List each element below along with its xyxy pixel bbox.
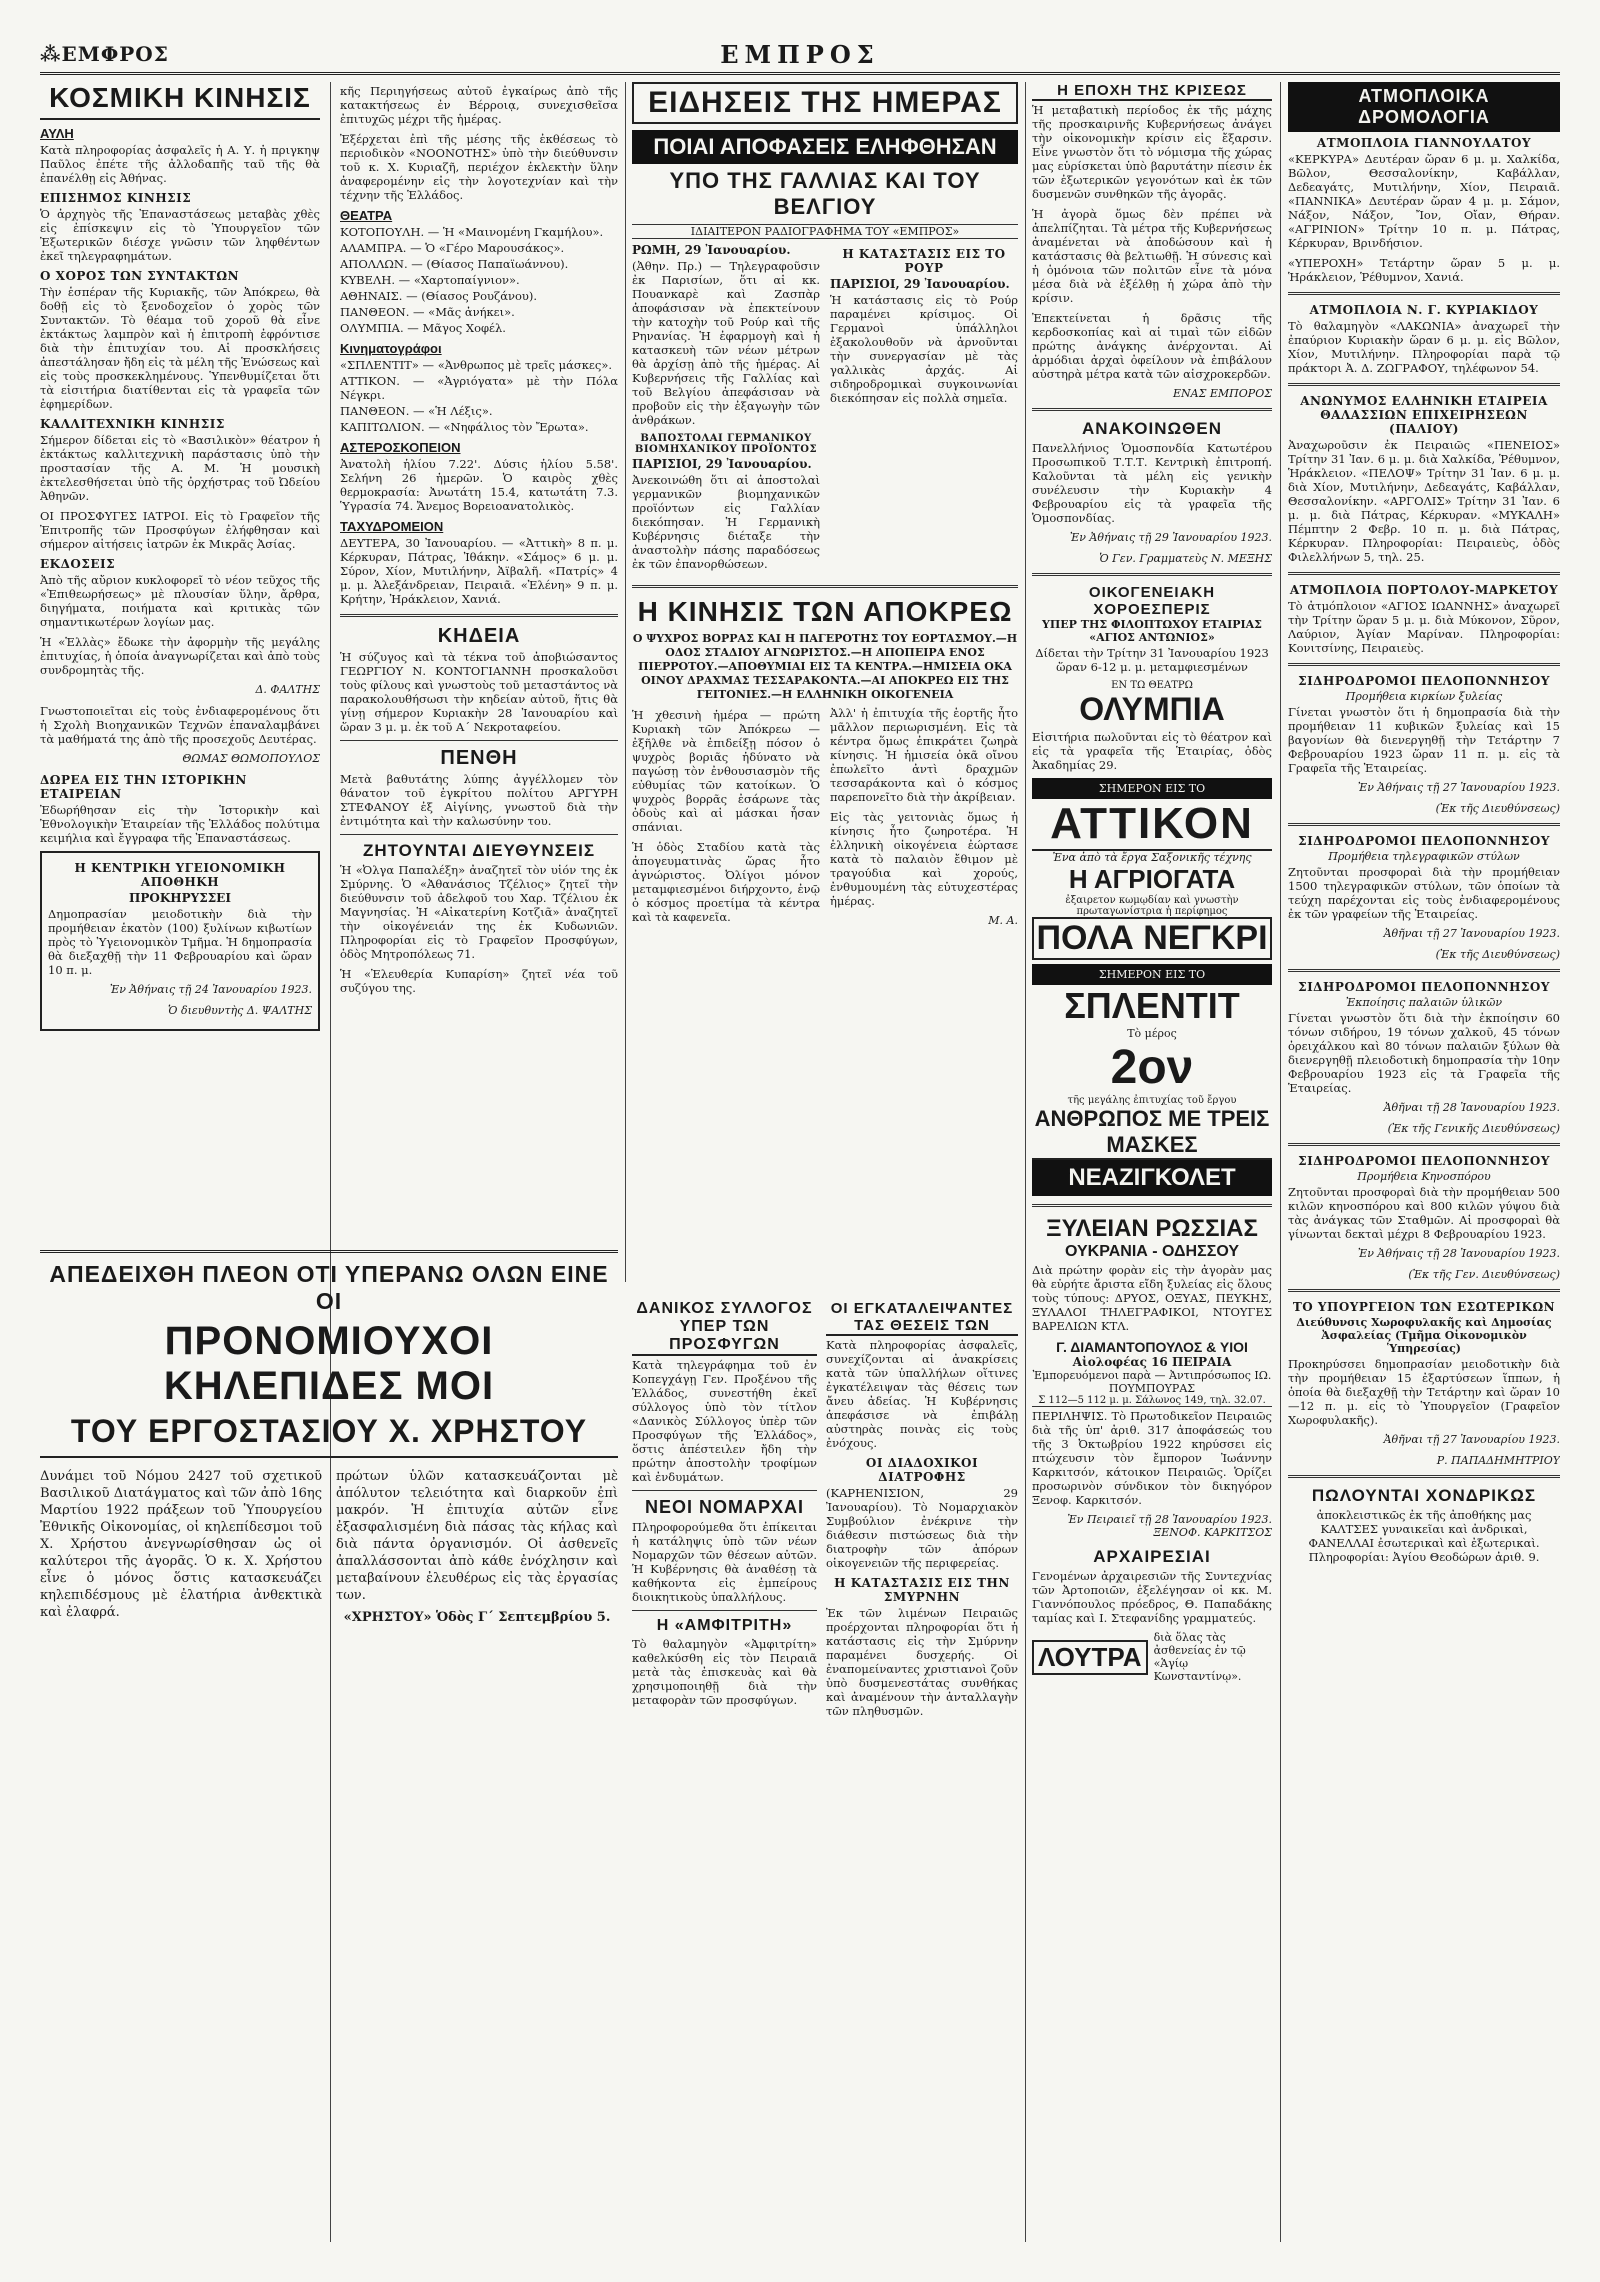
theater-listing: ΚΟΤΟΠΟΥΛΗ. — Ἡ «Μαινομένη Γκαμήλου». <box>340 225 604 239</box>
railway-heading: ΣΙΔΗΡΟΔΡΟΜΟΙ ΠΕΛΟΠΟΝΝΗΣΟΥ <box>1298 1154 1550 1168</box>
truss-advert <box>40 1250 618 2271</box>
railway-heading: ΣΙΔΗΡΟΔΡΟΜΟΙ ΠΕΛΟΠΟΝΝΗΣΟΥ <box>1298 834 1550 848</box>
divider <box>1032 1204 1272 1207</box>
cinema-banner-prefix: ΣΗΜΕΡΟΝ ΕΙΣ ΤΟ <box>1032 964 1272 985</box>
mourning-heading: ΠΕΝΘΗ <box>440 747 518 769</box>
railway-signature: (Ἐκ τῆς Γενικῆς Διευθύνσεως) <box>1387 1122 1560 1135</box>
article-text: Ἡ «Ἑλλὰς» ἔδωκε τὴν ἀφορμὴν τῆς μεγάλης ἐπιτυχίας, ἡ ὁποία ἀναγνωρίζεται καὶ ἀπὸ τοὺς συνδρομητὰς τῆς. <box>40 635 320 677</box>
venue-prefix: ΕΝ ΤΩ ΘΕΑΤΡΩ <box>1111 680 1193 691</box>
railway-text: Ζητοῦνται προσφοραὶ διὰ τὴν προμήθειαν 1500 τηλεγραφικῶν στύλων, τῶν ὁποίων τὰ τεύχη παρέχονται εἰς τοὺς ἐνδιαφερομένους ἐκ τῶν γραφείων τῆς Ἑταιρείας. <box>1288 865 1560 921</box>
carnival-body <box>632 706 1018 933</box>
signature: Μ. Α. <box>988 914 1018 927</box>
dateline: ΠΑΡΙΣΙΟΙ, 29 Ἰανουαρίου. <box>830 277 1010 291</box>
cinema-heading: Κινηματογράφοι <box>340 341 442 356</box>
railway-subheading: Ἐκποίησις παλαιῶν ὑλικῶν <box>1345 996 1503 1009</box>
column-news <box>632 82 1018 1292</box>
signature: Δ. ΦΑΛΤΗΣ <box>255 683 320 696</box>
film-title: ΑΝΘΡΩΠΟΣ ΜΕ ΤΡΕΙΣ ΜΑΣΚΕΣ <box>1032 1106 1272 1160</box>
article-text: Ἡ ὁδὸς Σταδίου κατὰ τὰς ἀπογευματινὰς ὥρας ἦτο ἀγνώριστος. Ὀλίγοι μόνον μεταμφιεσμένοι διήρχοντο, ἐνῷ ὁ κόσμος προετίμα τὰ κέντρα καὶ τὰ καφενεῖα. <box>632 840 820 924</box>
advert-right <box>336 1466 618 1627</box>
article-text: Σήμερον δίδεται εἰς τὸ «Βασιλικὸν» θέατρον ἡ ἐκτάκτως καλλιτεχνικὴ παράστασις ὑπὸ τὴν προστασίαν τῆς Α. Μ. Ἡ μουσικὴ ἐκτελεσθήσεται ὑπὸ τῆς ὀρχήστρας τοῦ Ὠδείου Ἀθηνῶν. <box>40 433 320 503</box>
theater-listing: ΚΥΒΕΛΗ. — «Χαρτοπαίγνιον». <box>340 273 520 287</box>
railway-subheading: Προμήθεια τηλεγραφικῶν στύλων <box>1328 850 1520 863</box>
company-heading: ΑΤΜΟΠΛΟΙΑ ΠΟΡΤΟΛΟΥ-ΜΑΡΚΕΤΟΥ <box>1289 583 1559 597</box>
subheading: ΚΑΛΛΙΤΕΧΝΙΚΗ ΚΙΝΗΣΙΣ <box>40 417 225 431</box>
notice-signature: Ὁ διευθυντὴς Δ. ΨΑΛΤΗΣ <box>168 1004 312 1017</box>
dance-text: Δίδεται τὴν Τρίτην 31 Ἰανουαρίου 1923 ὥραν 6-12 μ. μ. μεταμφιεσμένων <box>1035 646 1269 674</box>
ministry-text: Προκηρύσσει δημοπρασίαν μειοδοτικὴν διὰ τὴν προμήθειαν 15 ἐξαρτύσεων ἵππων, ἡ ὁποία θὰ διεξαχθῇ τὴν Τετάρτην καὶ ὥραν 10—12 π. μ. εἰς τὸ Ὑπουργεῖον (Γραφεῖον Χωροφυλακῆς). <box>1288 1357 1560 1427</box>
baths-text: διὰ ὅλας τὰς ἀσθενείας ἐν τῷ «Ἁγίῳ Κωνσταντίνῳ». <box>1153 1631 1246 1683</box>
article-text: Κατὰ τηλεγράφημα τοῦ ἐν Κοπεγχάγῃ Γεν. Προξένου τῆς Ἑλλάδος, συνεστήθη ἐκεῖ σύλλογος ὑπὸ τὸν τίτλον «Δανικὸς Σύλλογος ὑπὲρ τῶν Προσφύγων τῆς Ἑλλάδος», ὅστις ἀπέστειλεν ἤδη τὴν πρώτην ἀποστολὴν τροφίμων καὶ ἐνδυμάτων. <box>632 1358 817 1484</box>
railway-text: Ζητοῦνται προσφοραὶ διὰ τὴν προμήθειαν 500 κιλῶν κηνοσπόρου καὶ 800 κιλῶν γύψου διὰ τὰς ἀνάγκας τῶν Σταθμῶν. Αἱ προσφοραὶ θὰ γίνωνται δεκταὶ μέχρι 8 Φεβρουαρίου 1923. <box>1288 1185 1560 1241</box>
subheading: ΔΩΡΕΑ ΕΙΣ ΤΗΝ ΙΣΤΟΡΙΚΗΝ ΕΤΑΙΡΕΙΑΝ <box>40 773 247 801</box>
wholesale-text: ἀποκλειστικῶς ἐκ τῆς ἀποθήκης μας ΚΑΛΤΣΕΣ γυναικεῖαι καὶ ἀνδρικαὶ, ΦΑΝΕΛΛΑΙ ἐσωτερικαὶ καὶ ἐξωτερικαὶ. Πληροφορίαι: Ἀγίου Θεοδώρων ἀριθ. 9. <box>1308 1508 1540 1564</box>
article-text: Ὁ ἀρχηγὸς τῆς Ἐπαναστάσεως μεταβὰς χθὲς εἰς ἐπίσκεψιν εἰς τὸ Ὑπουργεῖον τῶν Ἐξωτερικῶν διέσχε γνῶσιν τῶν ληφθέντων ἐκεῖ τηλεγραφημάτων. <box>40 207 320 263</box>
announcement-date: Ἐν Ἀθήναις τῇ 29 Ἰανουαρίου 1923. <box>1069 531 1272 544</box>
dateline: ΡΩΜΗ, 29 Ἰανουαρίου. <box>632 243 791 257</box>
column-shipping <box>1288 82 1560 2242</box>
cinema-list <box>340 358 618 434</box>
article-text: Γενομένων ἀρχαιρεσιῶν τῆς Συντεχνίας τῶν Ἀρτοποιῶν, ἐξελέγησαν οἱ κκ. Μ. Γιαννόπουλος πρόεδρος, Θ. Παπαδάκης ταμίας καὶ Ι. Στεφανίδης γραμματεύς. <box>1032 1569 1272 1625</box>
railway-signature: (Ἐκ τῆς Διευθύνσεως) <box>1435 948 1560 961</box>
theater-listing: ΑΠΟΛΛΩΝ. — (Θίασος Παπαϊωάννου). <box>340 257 569 271</box>
divider <box>1288 1475 1560 1478</box>
notice-box <box>40 851 320 1031</box>
article-text: Ἡ μεταβατικὴ περίοδος ἐκ τῆς μάχης τῆς προσκαιρινῆς Κυβερνήσεως ἀνάγει τὴν οἰκονομικὴν κρίσιν εἰς ἔξαρσιν. Εἶνε γνωστὸν ὅτι τὸ νόμισμα τῆς χώρας μας εὑρίσκεται ὑπὸ βαρυτάτην πίεσιν ἐκ τῶν ἐξωτερικῶν γεγονότων καὶ ἐκ τῶν δυσμενῶν συνθηκῶν τῆς ἀγορᾶς. <box>1032 103 1272 201</box>
dance-subheading: ΥΠΕΡ ΤΗΣ ΦΙΛΟΠΤΩΧΟΥ ΕΤΑΙΡΙΑΣ «ΑΓΙΟΣ ΑΝΤΩΝΙΟΣ» <box>1042 618 1262 644</box>
railway-date: Ἀθῆναι τῇ 27 Ἰανουαρίου 1923. <box>1383 927 1560 940</box>
article-text: Εἰς τὰς γειτονιὰς ὅμως ἡ κίνησις ἦτο ζωηροτέρα. Ἡ ἑλληνικὴ οἰκογένεια ἐώρτασε κατὰ τὸ παλαιὸν ἔθιμον μὲ τραγούδια καὶ χορούς, ἐνθυμουμένη τὰς εὐτυχεστέρας ἡμέρας. <box>830 810 1018 908</box>
cinema-listing: ΠΑΝΘΕΟΝ. — «Ἡ Λέξις». <box>340 404 493 418</box>
article-text: Κατὰ πληροφορίας ἀσφαλεῖς, συνεχίζονται αἱ ἀνακρίσεις κατὰ τῶν ὑπαλλήλων οἵτινες ἐγκατέλειψαν τὰς θέσεις των ἄνευ ἀδείας. Ἡ Κυβέρνησις ἀπεφάσισε νὰ ἐπιβάλῃ αὐστηρὰς ποινὰς εἰς τοὺς ἐνόχους. <box>826 1338 1018 1450</box>
addresses-heading: ΖΗΤΟΥΝΤΑΙ ΔΙΕΥΘΥΝΣΕΙΣ <box>362 841 596 860</box>
railway-date: Ἐν Ἀθήναις τῇ 27 Ἰανουαρίου 1923. <box>1357 781 1560 794</box>
divider <box>632 1610 817 1611</box>
headline-second: ΥΠΟ ΤΗΣ ΓΑΛΛΙΑΣ ΚΑΙ ΤΟΥ ΒΕΛΓΙΟΥ <box>669 168 981 219</box>
article-text: Τὴν ἑσπέραν τῆς Κυριακῆς, τῶν Ἀπόκρεω, θὰ δοθῇ εἰς τὸ ξενοδοχεῖον ὁ χορὸς τῶν Συντακτῶν. Τὸ θέαμα τοῦ χοροῦ θὰ εἶνε ἐκτάκτως λαμπρὸν καὶ ἡ ἐπιτροπὴ ἐφρόντισε διὰ τὴν ἐπιτυχίαν του. Αἱ προσκλήσεις ἀπεστάλησαν ἤδη εἰς τὰ μέλη τῆς Ἑνώσεως καὶ εἰς τοὺς προσκεκλημένους. Ὑπενθυμίζεται ὅτι τὰ εἰσιτήρια διατίθενται εἰς τὰ γραφεῖα τῶν ἐφημερίδων. <box>40 285 320 411</box>
divider <box>1288 292 1560 295</box>
article-text: Ἀνεκοινώθη ὅτι αἱ ἀποστολαὶ γερμανικῶν βιομηχανικῶν προϊόντων εἰς Γαλλίαν διεκόπησαν. Ἡ Γερμανικὴ Κυβέρνησις διέταξε τὴν ἀναστολὴν πάσης παραδόσεως ἐκ τῶν ἐπανορθώσεων. <box>632 473 820 571</box>
announcement-heading: ΑΝΑΚΟΙΝΩΘΕΝ <box>1081 419 1223 438</box>
notice-text: Δημοπρασίαν μειοδοτικὴν διὰ τὴν προμήθειαν ἑκατὸν (100) ξυλίνων κιβωτίων πρὸς τὸ Ὑγειονομικὸν Τμῆμα. Ἡ δημοπρασία θὰ διεξαχθῇ τὴν 11 Φεβρουαρίου καὶ ὥραν 10 π. μ. <box>48 907 312 977</box>
railway-text: Γίνεται γνωστὸν ὅτι διὰ τὴν ἐκποίησιν 60 τόνων σιδήρου, 19 τόνων χαλκοῦ, 45 τόνων ὀρειχάλκου καὶ 80 τόνων παλαιῶν ξύλων θὰ διενεργηθῇ πλειοδοτικὴ δημοπρασία τὴν 10ην Φεβρουαρίου 1923 εἰς τὰ Γραφεῖα τῆς Ἑταιρείας. <box>1288 1011 1560 1095</box>
legal-notice: ΠΕΡΙΛΗΨΙΣ. Τὸ Πρωτοδικεῖον Πειραιῶς διὰ τῆς ὑπ' ἀριθ. 317 ἀποφάσεώς του τῆς 3 Ὀκτωβρίου 1922 κηρύσσει εἰς πτώχευσιν τὸν ἔμπορον Ἰωάννην Καρκιτσόν, κάτοικον Πειραιῶς. Ὁρίζει προσωρινὸν σύνδικον τὸν δικηγόρον Ξενοφ. Καρκιτσόν. <box>1032 1409 1272 1507</box>
subheading: ΔΑΝΙΚΟΣ ΣΥΛΛΟΓΟΣ ΥΠΕΡ ΤΩΝ ΠΡΟΣΦΥΓΩΝ <box>632 1300 817 1356</box>
timber-ad-phone: Σ 112—5 112 μ. μ. Σάλωνος 149, τηλ. 32.07. <box>1032 1395 1272 1407</box>
theater-heading: ΘΕΑΤΡΑ <box>340 208 393 223</box>
subheading: ΟΙ ΔΙΑΔΟΧΙΚΟΙ ΔΙΑΤΡΟΦΗΣ <box>865 1456 979 1484</box>
film-part-number: 2ον <box>1110 1041 1194 1094</box>
film-part-label: Τὸ μέρος <box>1127 1027 1177 1040</box>
article-text: Τὸ θαλαμηγὸν «Ἀμφιτρίτη» καθελκύσθη εἰς τὸν Πειραιᾶ μετὰ τὰς ἐπισκευὰς καὶ θὰ χρησιμοποιηθῇ διὰ τὴν μεταφορὰν τῶν προσφύγων. <box>632 1637 817 1707</box>
column-rule <box>625 82 626 1282</box>
article-text: Κατὰ πληροφορίας ἀσφαλεῖς ἡ Α. Υ. ἡ πριγκηψ Παῦλος ἐπέτε τῆς ἀλλοδαπῆς ταῦ τῆς θὰ ἐπανέλθῃ εἰς Ἀθήνας. <box>40 143 320 185</box>
railway-signature: (Ἐκ τῆς Διευθύνσεως) <box>1435 802 1560 815</box>
cinema-name: ΣΠΛΕΝΤΙΤ <box>1064 985 1240 1026</box>
article-text: (Ἀθην. Πρ.) — Τηλεγραφοῦσιν ἐκ Παρισίων, ὅτι αἱ κκ. Πουανκαρὲ καὶ Ζασπὰρ ἀποφάσισαν νὰ ἐπεκτείνουν τὴν κατοχὴν τοῦ Ρούρ καὶ τῆς Ρηνανίας. Ἡ ἐφαρμογὴ καὶ ἡ κατασκευὴ τῶν νέων μέτρων θὰ ἀρχίσῃ ἀπὸ τῆς ἡμέρας. Αἱ Κυβερνήσεις τῆς Γαλλίας καὶ τοῦ Βελγίου ἀπεφάσισαν νὰ προβοῦν εἰς τὴν ἐξαγωγὴν τῶν ἀνθράκων. <box>632 259 820 427</box>
masthead-brand: ⁂ΕΜΦΡΟΣ <box>40 42 169 66</box>
newspaper-title: ΕΜΠΡΟΣ <box>720 40 880 69</box>
article-text: Πανελλήνιος Ὁμοσπονδία Κατωτέρου Προσωπικοῦ Τ.Τ.Τ. Κεντρικὴ ἐπιτροπή. Καλοῦνται τὰ μέλη εἰς γενικὴν συνέλευσιν τὴν Κυριακὴν 4 Φεβρουαρίου εἰς τὰ γραφεῖα τῆς Ὁμοσπονδίας. <box>1032 441 1272 525</box>
observatory-heading: ΑΣΤΕΡΟΣΚΟΠΕΙΟΝ <box>340 440 461 455</box>
timber-ad-address: Αἰολοφέας 16 ΠΕΙΡΑΙΑ <box>1072 1355 1232 1369</box>
timber-ad-text: Διὰ πρώτην φορὰν εἰς τὴν ἀγορὰν μας θὰ εὑρήτε ἄριστα εἴδη ξυλείας εἰς ὅλους τοὺς τύπους: ΔΡΥΟΣ, ΟΞΥΑΣ, ΠΕΥΚΗΣ, ΞΥΛΑΛΟΙ ΤΗΛΕΓΡΑΦΙΚΟΙ, ΝΤΟΥΓΕΣ ΒΑΡΕΛΙΩΝ ΚΤΛ. <box>1032 1263 1272 1333</box>
schedule-text: «ΚΕΡΚΥΡΑ» Δευτέραν ὥραν 6 μ. μ. Χαλκίδα, Βῶλον, Θεσσαλονίκην, Καβάλλαν, Δεδεαγάτς, Μυτιλήνην, Χίον, Πειραιᾶ. «ΠΑΝΝΙΚΑ» Δευτέραν ὥραν 4 μ. μ. Σάμον, Νάξον, Νάξον, Ἴον, Οἴαν, Θήραν. «ΑΓΡΙΝΙΟΝ» Τρίτην 10 π. μ. Πάτρας, Κέρκυραν, Βρινδήσιον. <box>1288 152 1560 250</box>
column-rule <box>1280 82 1281 2242</box>
baths-ad <box>1032 1631 1272 1683</box>
kicker: ΑΥΛΗ <box>40 126 74 141</box>
article-text: Ἡ χθεσινὴ ἡμέρα — πρώτη Κυριακὴ τῶν Ἀπόκρεω — ἐξῆλθε νὰ ἐπιδείξῃ πόσον ὁ ψυχρὸς βοριᾶς ἠδύνατο νὰ παγώσῃ τὸν ἐνθουσιασμὸν τῆς εὐθυμίας τῶν κατοίκων. Ὁ ψυχρὸς βορρᾶς ἐσάρωνε τὰς ὁδοὺς καὶ αἱ μάσκαι ἦσαν σπάνιαι. <box>632 708 820 834</box>
divider <box>1032 408 1272 411</box>
divider <box>1288 663 1560 666</box>
divider <box>340 834 618 835</box>
railway-subheading: Προμήθεια κιρκίων ξυλείας <box>1345 690 1503 703</box>
article-text: κῆς Περιηγήσεως αὐτοῦ ἐγκαίρως ἀπὸ τῆς κατακτήσεως ἐν Βέρροιᾳ, συνεχισθεῖσα ἐπιτυχῶς μέχρι τῆς ἡμέρας. <box>340 84 618 126</box>
timber-ad-agent: Ἐμπορευόμενοι παρὰ — Ἀντιπρόσωπος ΙΩ. ΠΟΥΜΠΟΥΡΑΣ <box>1032 1369 1272 1395</box>
divider <box>632 1490 817 1491</box>
cinema-name: ΑΤΤΙΚΟΝ <box>1032 799 1272 851</box>
article-text: Ἐκ τῶν λιμένων Πειραιῶς προέρχονται πληροφορίαι ὅτι ἡ κατάστασις εἰς τὴν Σμύρνην παραμένει δυσχερής. Οἱ ἐναπομείναντες χριστιανοὶ ζοῦν ὑπὸ δυσμενεστάτας συνθήκας καὶ ἀναμένουν τὴν ἀνταλλαγὴν τῶν πληθυσμῶν. <box>826 1606 1018 1718</box>
section-title: ΑΤΜΟΠΛΟΙΚΑ ΔΡΟΜΟΛΟΓΙΑ <box>1288 82 1560 132</box>
article-text: Εἰσιτήρια πωλοῦνται εἰς τὸ θέατρον καὶ εἰς τὰ γραφεῖα τῆς Ἑταιρίας, ὁδὸς Ἀκαδημίας 29. <box>1032 730 1272 772</box>
subheading: Ο ΧΟΡΟΣ ΤΩΝ ΣΥΝΤΑΚΤΩΝ <box>40 269 240 283</box>
article-text: Ἐδωρήθησαν εἰς τὴν Ἱστορικὴν καὶ Ἐθνολογικὴν Ἑταιρείαν τῆς Ἑλλάδος πολύτιμα κειμήλια καὶ ἔγγραφα τῆς Ἐπαναστάσεως. <box>40 803 320 845</box>
timber-ad-subtitle: ΟΥΚΡΑΝΙΑ - ΟΔΗΣΣΟΥ <box>1065 1243 1239 1260</box>
cinema-banner-prefix: ΣΗΜΕΡΟΝ ΕΙΣ ΤΟ <box>1032 778 1272 799</box>
divider <box>1288 1143 1560 1146</box>
subheading: ΕΚΔΟΣΕΙΣ <box>40 557 116 571</box>
masthead <box>40 38 1560 75</box>
column-social <box>40 82 320 1272</box>
film-note: τῆς μεγάλης ἐπιτυχίας τοῦ ἔργου <box>1067 1095 1237 1106</box>
article-text: Ἡ «Ὀλγα Παπαλέξη» ἀναζητεῖ τὸν υἱόν της ἐκ Σμύρνης. Ὁ «Ἀθανάσιος Τζέλιος» ζητεῖ τὴν διεύθυνσιν τοῦ ἀδελφοῦ του Χαρ. Τζέλιου ἐκ Μαγνησίας. Ἡ «Αἰκατερίνη Κοτζιᾶ» ἀναζητεῖ τὴν οἰκογένειάν της ἐκ Κυδωνιῶν. Πληροφορίαι εἰς τὸ Γραφεῖον Προσφύγων, ὁδὸς Μητροπόλεως 71. <box>340 863 618 961</box>
divider <box>632 585 1018 588</box>
baths-title: ΛΟΥΤΡΑ <box>1032 1640 1148 1675</box>
section-title: ΚΟΣΜΙΚΗ ΚΙΝΗΣΙΣ <box>40 82 320 120</box>
headline: ΠΟΙΑΙ ΑΠΟΦΑΣΕΙΣ ΕΛΗΦΘΗΣΑΝ <box>632 130 1018 164</box>
cinema-listing: ΑΤΤΙΚΟΝ. — «Ἀγριόγατα» μὲ τὴν Πόλα Νέγκρι. <box>340 374 618 402</box>
section-title: ΕΙΔΗΣΕΙΣ ΤΗΣ ΗΜΕΡΑΣ <box>632 82 1018 124</box>
film-note: ἐξαιρετον κωμῳδίαν καὶ γνωστὴν πρωταγωνίστρια ἡ περίφημος <box>1065 895 1239 917</box>
post-heading: ΤΑΧΥΔΡΟΜΕΙΟΝ <box>340 519 444 534</box>
legal-signature: Ἐν Πειραιεῖ τῇ 28 Ἰανουαρίου 1923. ΞΕΝΟΦ. ΚΑΡΚΙΤΣΟΣ <box>1067 1513 1272 1539</box>
signature: ΘΩΜΑΣ ΘΩΜΟΠΟΥΛΟΣ <box>182 752 320 765</box>
railway-text: Γίνεται γνωστὸν ὅτι ἡ δημοπρασία διὰ τὴν προμήθειαν 11 κυβικῶν ξυλείας καὶ 15 βαγονίων θὰ διενεργηθῇ τὴν Τετάρτην 7 Φεβρουαρίου 1923 ὥραν 11 π. μ. εἰς τὰ Γραφεῖα τῆς Ἑταιρείας. <box>1288 705 1560 775</box>
advert-signature: «ΧΡΗΣΤΟΥ» Ὁδὸς Γ΄ Σεπτεμβρίου 5. <box>343 1610 611 1625</box>
carnival-subheadline: Ο ΨΥΧΡΟΣ ΒΟΡΡΑΣ ΚΑΙ Η ΠΑΓΕΡΟΤΗΣ ΤΟΥ ΕΟΡΤΑΣΜΟΥ.—Η ΟΔΟΣ ΣΤΑΔΙΟΥ ΑΓΝΩΡΙΣΤΟΣ.—Η ΑΠΟΠΕΙΡΑ ΕΝΟΣ ΠΙΕΡΡΟΤΟΥ.—ΑΠΟΘΥΜΙΑΙ ΕΙΣ ΤΑ ΚΕΝΤΡΑ.—ΗΜΙΣΕΙΑ ΟΚΑ ΟΙΝΟΥ ΔΡΑΧΜΑΣ ΤΕΣΣΑΡΑΚΟΝΤΑ.—ΑΙ ΑΠΟΚΡΕΩ ΕΙΣ ΤΗΣ ΓΕΙΤΟΝΙΕΣ.—Η ΕΛΛΗΝΙΚΗ ΟΙΚΟΓΕΝΕΙΑ <box>632 632 1018 701</box>
advert-text-right: πρώτων ὑλῶν κατασκευάζονται μὲ ἀπόλυτον τελειότητα καὶ διαρκοῦν ἐπὶ μακρόν. Ἡ ἐπιτυχία αὐτῶν εἶνε ἐξασφαλισμένη διὰ πάσας τὰς κήλας καὶ διὰ πάντα ὀργανισμόν. Οἱ ἀσθενεῖς ἀπαλλάσσονται ἀπὸ κάθε ἐνόχλησιν καὶ μεταβαίνουν ἐλευθέρως εἰς τὰς ἐργασίας των. <box>336 1469 618 1603</box>
divider <box>1288 823 1560 826</box>
article-text: Γνωστοποιεῖται εἰς τοὺς ἐνδιαφερομένους ὅτι ἡ Σχολὴ Βιοηχανικῶν Τεχνῶν ἐπαναλαμβάνει τὰ μαθήματά της ἀπὸ τῆς προσεχοῦς Δευτέρας. <box>40 704 320 746</box>
company-heading: ΑΝΩΝΥΜΟΣ ΕΛΛΗΝΙΚΗ ΕΤΑΙΡΕΙΑ ΘΑΛΑΣΣΙΩΝ ΕΠΙΧΕΙΡΗΣΕΩΝ (ΠΑΛΙΟΥ) <box>1300 394 1548 436</box>
signature: ΕΝΑΣ ΕΜΠΟΡΟΣ <box>1173 387 1272 400</box>
article-text: (ΚΑΡΗΕΝΙΣΙΟΝ, 29 Ἰανουαρίου). Τὸ Νομαρχιακὸν Συμβούλιον ἐνέκρινε τὴν διάθεσιν πιστώσεως διὰ τὴν διατροφὴν τῶν ἀπόρων οἰκογενειῶν τῆς περιφερείας. <box>826 1486 1018 1570</box>
divider <box>1288 969 1560 972</box>
subheading: ΒΑΠΟΣΤΟΛΑΙ ΓΕΡΜΑΝΙΚΟΥ ΒΙΟΜΗΧΑΝΙΚΟΥ ΠΡΟΪΟΝΤΟΣ <box>634 433 818 455</box>
news-left <box>632 243 820 577</box>
cinema-listing: ΚΑΠΙΤΩΛΙΟΝ. — «Νηφάλιος τὸν Ἔρωτα». <box>340 420 589 434</box>
headline-tag: ΙΔΙΑΙΤΕΡΟΝ ΡΑΔΙΟΓΡΑΦΗΜΑ ΤΟΥ «ΕΜΠΡΟΣ» <box>632 224 1018 239</box>
film-star: ΝΕΑΖΙΓΚΟΛΕΤ <box>1032 1160 1272 1196</box>
schedule-text: «ΥΠΕΡΟΧΗ» Τετάρτην ὥραν 5 μ. μ. Ἡράκλειον, Ῥέθυμνον, Χανιά. <box>1288 256 1560 284</box>
ministry-heading: ΤΟ ΥΠΟΥΡΓΕΙΟΝ ΤΩΝ ΕΣΩΤΕΡΙΚΩΝ <box>1292 1300 1556 1314</box>
ministry-subheading: Διεύθυνσις Χωροφυλακῆς καὶ Δημοσίας Ἀσφαλείας (Τμῆμα Οἰκονομικὸν Ὑπηρεσίας) <box>1296 1316 1552 1355</box>
news-two-columns <box>632 243 1018 577</box>
schedule-text: Ἀναχωροῦσιν ἐκ Πειραιῶς «ΠΕΝΕΙΟΣ» Τρίτην 31 Ἰαν. 6 μ. μ. διὰ Χαλκίδα, Ῥέθυμνον, Ἡράκλειον. «ΠΕΛΟΨ» Τρίτην 31 Ἰαν. 6 μ. μ. διὰ Χίον, Μυτιλήνην, Δεδεαγάτς, Καβάλλαν, Θεσσαλονίκην. «ΑΡΓΟΛΙΣ» Τρίτην 31 Ἰαν. 6 μ. μ. διὰ Πάτρας, Κέρκυραν. «ΜΥΚΑΛΗ» Πέμπτην 2 Φεβρ. 10 π. μ. διὰ Πάτρας, Κέρκυραν. Πληροφορίαι: Πειραιεὺς, ὁδὸς Φιλελλήνων 5, τηλ. 25. <box>1288 438 1560 564</box>
funeral-heading: ΚΗΔΕΙΑ <box>437 625 521 647</box>
ministry-date: Ἀθῆναι τῇ 27 Ἰανουαρίου 1923. <box>1383 1433 1560 1446</box>
theater-listing: ΑΘΗΝΑΙΣ. — (Θίασος Ρουζάνου). <box>340 289 538 303</box>
schedule-text: Τὸ ἀτμόπλοιον «ΑΓΙΟΣ ΙΩΑΝΝΗΣ» ἀναχωρεῖ τὴν Τρίτην ὥραν 5 μ. μ. διὰ Μύκονον, Σῦρον, Λαύριον, Ἀγίαν Μαρίναν. Πληροφορίαι: Κονιτσίνης, Πειραιεὺς. <box>1288 599 1560 655</box>
theater-listing: ΟΛΥΜΠΙΑ. — Μᾶγος Χοφέλ. <box>340 321 506 335</box>
article-text: Ἀπὸ τῆς αὔριον κυκλοφορεῖ τὸ νέον τεῦχος τῆς «Ἐπιθεωρήσεως» μὲ πλουσίαν ὕλην, ἄρθρα, διηγήματα, ποιήματα καὶ κριτικὰς τῶν σημαντικωτέρων λογίων μας. <box>40 573 320 629</box>
advert-line-1: ΑΠΕΔΕΙΧΘΗ ΠΛΕΟΝ ΟΤΙ ΥΠΕΡΑΝΩ ΟΛΩΝ ΕΙΝΕ ΟΙ <box>49 1261 609 1314</box>
divider <box>1032 573 1272 576</box>
timber-ad-firm: Γ. ΔΙΑΜΑΝΤΟΠΟΥΛΟΣ & ΥΙΟΙ <box>1056 1339 1248 1355</box>
subheading: Η «ΑΜΦΙΤΡΙΤΗ» <box>656 1617 793 1634</box>
theater-listing: ΑΛΑΜΠΡΑ. — Ὁ «Γέρο Μαρουσάκος». <box>340 241 565 255</box>
wholesale-heading: ΠΩΛΟΥΝΤΑΙ ΧΟΝΔΡΙΚΩΣ <box>1311 1486 1537 1505</box>
railway-subheading: Προμήθεια Κηνοσπόρου <box>1357 1170 1491 1183</box>
advert-body <box>40 1466 618 1627</box>
article-text: Ἀνατολὴ ἡλίου 7.22'. Δύσις ἡλίου 5.58'. Σελήνη 26 ἡμερῶν. Ὁ καιρὸς χθὲς θερμοκρασία: Ἀνωτάτη 15.4, κατωτάτη 7.3. Ὑγρασία 74. Ἄνεμος Βορειοανατολικὸς. <box>340 457 618 513</box>
company-heading: ΑΤΜΟΠΛΟΙΑ Ν. Γ. ΚΥΡΙΑΚΙΔΟΥ <box>1309 303 1539 317</box>
railway-heading: ΣΙΔΗΡΟΔΡΟΜΟΙ ΠΕΛΟΠΟΝΝΗΣΟΥ <box>1298 674 1550 688</box>
subheading: Η ΚΑΤΑΣΤΑΣΙΣ ΕΙΣ ΤΟ ΡΟΥΡ <box>842 247 1006 275</box>
schedule-text: Τὸ θαλαμηγὸν «ΛΑΚΩΝΙΑ» ἀναχωρεῖ τὴν ἐπαύριον Κυριακὴν ὥραν 6 μ. μ. εἰς Βῶλον, Χίον, Μυτιλήνην. Πληροφορίαι παρὰ τῷ πράκτορι Ἀ. Δ. ΖΩΓΡΑΦΟΥ, τηλέφωνον 54. <box>1288 319 1560 375</box>
divider <box>1288 572 1560 575</box>
divider <box>340 614 618 617</box>
railway-date: Ἐν Ἀθήναις τῇ 28 Ἰανουαρίου 1923. <box>1357 1247 1560 1260</box>
article-text: Πληροφορούμεθα ὅτι ἐπίκειται ἡ κατάληψις ὑπὸ τῶν νέων Νομαρχῶν τῶν θέσεων αὐτῶν. Ἡ Κυβέρνησις θὰ ἀναθέσῃ τὰ καθήκοντα εἰς ἐμπείρους διοικητικοὺς ὑπαλλήλους. <box>632 1520 817 1604</box>
dance-heading: ΟΙΚΟΓΕΝΕΙΑΚΗ ΧΟΡΟΕΣΠΕΡΙΣ <box>1088 584 1216 618</box>
article-text: Ἐξέρχεται ἐπὶ τῆς μέσης τῆς ἐκθέσεως τὸ περιοδικὸν «ΝΟΟΝΟΤΗΣ» ὑπὸ τὴν διεύθυνσιν τοῦ κ. Χ. Κυριαζῆ, περιέχον ἐκλεκτὴν ὕλην ἀναφερομένην εἰς τὴν λογοτεχνίαν καὶ τὴν τέχνην τῆς Ἑλλάδος. <box>340 132 618 202</box>
subheading: ΝΕΟΙ ΝΟΜΑΡΧΑΙ <box>644 1497 804 1517</box>
cinema-tagline: Ἐνα ἀπὸ τὰ ἔργα Σαξονικῆς τέχνης <box>1052 851 1252 864</box>
railway-signature: (Ἐκ τῆς Γεν. Διευθύνσεως) <box>1408 1268 1560 1281</box>
theater-list <box>340 225 618 335</box>
article-text: Ἡ κατάστασις εἰς τὸ Ρούρ παραμένει κρίσιμος. Οἱ Γερμανοὶ ὑπάλληλοι ἐξακολουθοῦν νὰ ἀρνοῦνται τὴν συνεργασίαν μὲ τὰς γαλλικὰς ἀρχάς. Αἱ σιδηροδρομικαὶ συγκοινωνίαι διεκόπησαν εἰς πολλὰ σημεῖα. <box>830 293 1018 405</box>
ministry-signature: Ρ. ΠΑΠΑΔΗΜΗΤΡΙΟΥ <box>1436 1454 1560 1467</box>
article-text: Ἐπεκτείνεται ἡ δρᾶσις τῆς κερδοσκοπίας καὶ αἱ τιμαὶ τῶν εἰδῶν πρώτης ἀνάγκης ἀνέρχονται. Αἱ ἀρμόδιαι ἀρχαὶ ὀφείλουν νὰ ἐπιβάλουν αὐστηρὰ μέτρα κατὰ τῶν αἰσχροκερδῶν. <box>1032 311 1272 381</box>
company-heading: ΑΤΜΟΠΛΟΙΑ ΓΙΑΝΝΟΥΛΑΤΟΥ <box>1316 136 1532 150</box>
subheading: ΕΠΙΣΗΜΟΣ ΚΙΝΗΣΙΣ <box>40 191 192 205</box>
article-text: Ἡ ἀγορὰ ὅμως δὲν πρέπει νὰ ἀπελπίζηται. Τὰ μέτρα τῆς Κυβερνήσεως ἀναμένεται νὰ ἀποδώσουν καὶ ἡ κατάστασις θὰ βελτιωθῇ. Ἡ σύνεσις καὶ ἡ ὁμόνοια τῶν πολιτῶν εἶνε τὰ μόνα μέσα διὰ νὰ ἐξέλθῃ ἡ χώρα ἀπὸ τὴν κρίσιν. <box>1032 207 1272 305</box>
article-text: Μετὰ βαθυτάτης λύπης ἀγγέλλομεν τὸν θάνατον τοῦ ἐγκρίτου πολίτου ΑΡΓΥΡΗ ΣΤΕΦΑΝΟΥ ἐξ Αἰγίνης, γνωστοῦ διὰ τὴν ἐντιμότητα καὶ τὴν καλωσύνην του. <box>340 772 618 828</box>
notice-subtitle: ΠΡΟΚΗΡΥΣΣΕΙ <box>129 891 231 905</box>
notice-title: Η ΚΕΝΤΡΙΚΗ ΥΓΕΙΟΝΟΜΙΚΗ ΑΠΟΘΗΚΗ <box>74 861 286 889</box>
column-arts <box>340 82 618 1272</box>
article-text: Ἡ σύζυγος καὶ τὰ τέκνα τοῦ ἀποβιώσαντος ΓΕΩΡΓΙΟΥ Ν. ΚΟΝΤΟΓΙΑΝΝΗ προσκαλοῦσι τοὺς φίλους καὶ γνωστοὺς τοῦ μεταστάντος νὰ παρακολουθήσωσι τὴν κηδείαν αὐτοῦ, ἥτις θὰ γίνῃ σήμερον Κυριακὴν 28 Ἰανουαρίου καὶ ὥραν 3 μ. μ. ἐκ τοῦ Α΄ Νεκροταφείου. <box>340 650 618 734</box>
advert-line-2: ΠΡΟΝΟΜΙΟΥΧΟΙ ΚΗΛΕΠΙΔΕΣ ΜΟΙ <box>163 1319 495 1408</box>
subheading: ΟΙ ΕΓΚΑΤΑΛΕΙΨΑΝΤΕΣ ΤΑΣ ΘΕΣΕΙΣ ΤΩΝ <box>826 1300 1018 1336</box>
article-text: Ἡ «Ἐλευθερία Κυπαρίση» ζητεῖ νέα τοῦ συζύγου της. <box>340 967 618 995</box>
film-title: Η ΑΓΡΙΟΓΑΤΑ <box>1068 864 1236 894</box>
cinema-listing: «ΣΠΛΕΝΤΙΤ» — «Ἀνθρωπος μὲ τρεῖς μάσκες». <box>340 358 613 372</box>
column-rule <box>1025 82 1026 2242</box>
elections-heading: ΑΡΧΑΙΡΕΣΙΑΙ <box>1093 1547 1211 1566</box>
notice-date: Ἐν Ἀθήναις τῇ 24 Ἰανουαρίου 1923. <box>109 983 312 996</box>
advert-text-left: Δυνάμει τοῦ Νόμου 2427 τοῦ σχετικοῦ Βασιλικοῦ Διατάγματος καὶ τῶν ἀπὸ 16ης Μαρτίου 1922 πράξεων τοῦ Ὑπουργείου Ἐθνικῆς Οἰκονομίας, οἱ κηλεπίδεσμοι τοῦ Χ. Χρήστου ἀνεγνωρίσθησαν ὡς οἱ καλύτεροι τῆς ἀγορᾶς. Ὁ κ. Χ. Χρήστου εἶνε ὁ μόνος ὅστις κατασκευάζει κηλεπιδέσμους μὲ ἐλατήρια ἀνθεκτικὰ καὶ ἐλαφρά. <box>40 1469 322 1620</box>
railway-date: Ἀθῆναι τῇ 28 Ἰανουαρίου 1923. <box>1383 1101 1560 1114</box>
divider <box>1288 383 1560 386</box>
column-economy <box>1032 82 1272 2242</box>
article-text: Ἀλλ' ἡ ἐπιτυχία τῆς ἑορτῆς ἦτο μᾶλλον περιωρισμένη. Εἰς τὰ κέντρα ὅμως ἐπικράτει ζωηρὰ κίνησις. Ἡ ἡμισεία ὀκᾶ οἴνου ἐπωλεῖτο ἀντὶ δραχμῶν τεσσαράκοντα καὶ ὁ κόσμος παρεπονεῖτο διὰ τὴν ἀκρίβειαν. <box>830 706 1018 804</box>
article-text: ΟΙ ΠΡΟΣΦΥΓΕΣ ΙΑΤΡΟΙ. Εἰς τὸ Γραφεῖον τῆς Ἐπιτροπῆς τῶν Προσφύγων ἐλήφθησαν καὶ σήμερον αἰτήσεις ἰατρῶν ἐκ Μικρᾶς Ἀσίας. <box>40 509 320 551</box>
venue-name: ΟΛΥΜΠΙΑ <box>1079 691 1225 727</box>
film-star: ΠΟΛΑ ΝΕΓΚΡΙ <box>1032 917 1272 960</box>
railway-heading: ΣΙΔΗΡΟΔΡΟΜΟΙ ΠΕΛΟΠΟΝΝΗΣΟΥ <box>1298 980 1550 994</box>
column-news-lower-left <box>632 1300 817 2260</box>
theater-listing: ΠΑΝΘΕΟΝ. — «Μᾶς ἀνήκει». <box>340 305 515 319</box>
carnival-headline: Η ΚΙΝΗΣΙΣ ΤΩΝ ΑΠΟΚΡΕΩ <box>637 596 1013 627</box>
article-headline: Η ΕΠΟΧΗ ΤΗΣ ΚΡΙΣΕΩΣ <box>1032 82 1272 101</box>
divider <box>340 740 618 741</box>
divider <box>1288 1289 1560 1292</box>
subheading: Η ΚΑΤΑΣΤΑΣΙΣ ΕΙΣ ΤΗΝ ΣΜΥΡΝΗΝ <box>834 1576 1010 1604</box>
timber-ad-title: ΞΥΛΕΙΑΝ ΡΩΣΣΙΑΣ <box>1046 1215 1258 1242</box>
column-news-lower-right <box>826 1300 1018 2260</box>
announcement-signature: Ὁ Γεν. Γραμματεὺς Ν. ΜΕΞΗΣ <box>1099 552 1272 565</box>
dateline: ΠΑΡΙΣΙΟΙ, 29 Ἰανουαρίου. <box>632 457 812 471</box>
news-right <box>830 243 1018 577</box>
advert-line-3: ΤΟΥ ΕΡΓΟΣΤΑΣΙΟΥ Χ. ΧΡΗΣΤΟΥ <box>40 1413 618 1458</box>
article-text: ΔΕΥΤΕΡΑ, 30 Ἰανουαρίου. — «Ἀττικὴ» 8 π. μ. Κέρκυραν, Πάτρας, Ἰθάκην. «Σάμος» 6 μ. μ. Σύρον, Χίον, Μυτιλήνην, Ἀϊβαλῆ. «Πατρίς» 4 μ. μ. Ἀλεξάνδρειαν, Πειραιᾶ. «Ἑλένη» 9 π. μ. Κρήτην, Ἡράκλειον, Χανιά. <box>340 536 618 606</box>
